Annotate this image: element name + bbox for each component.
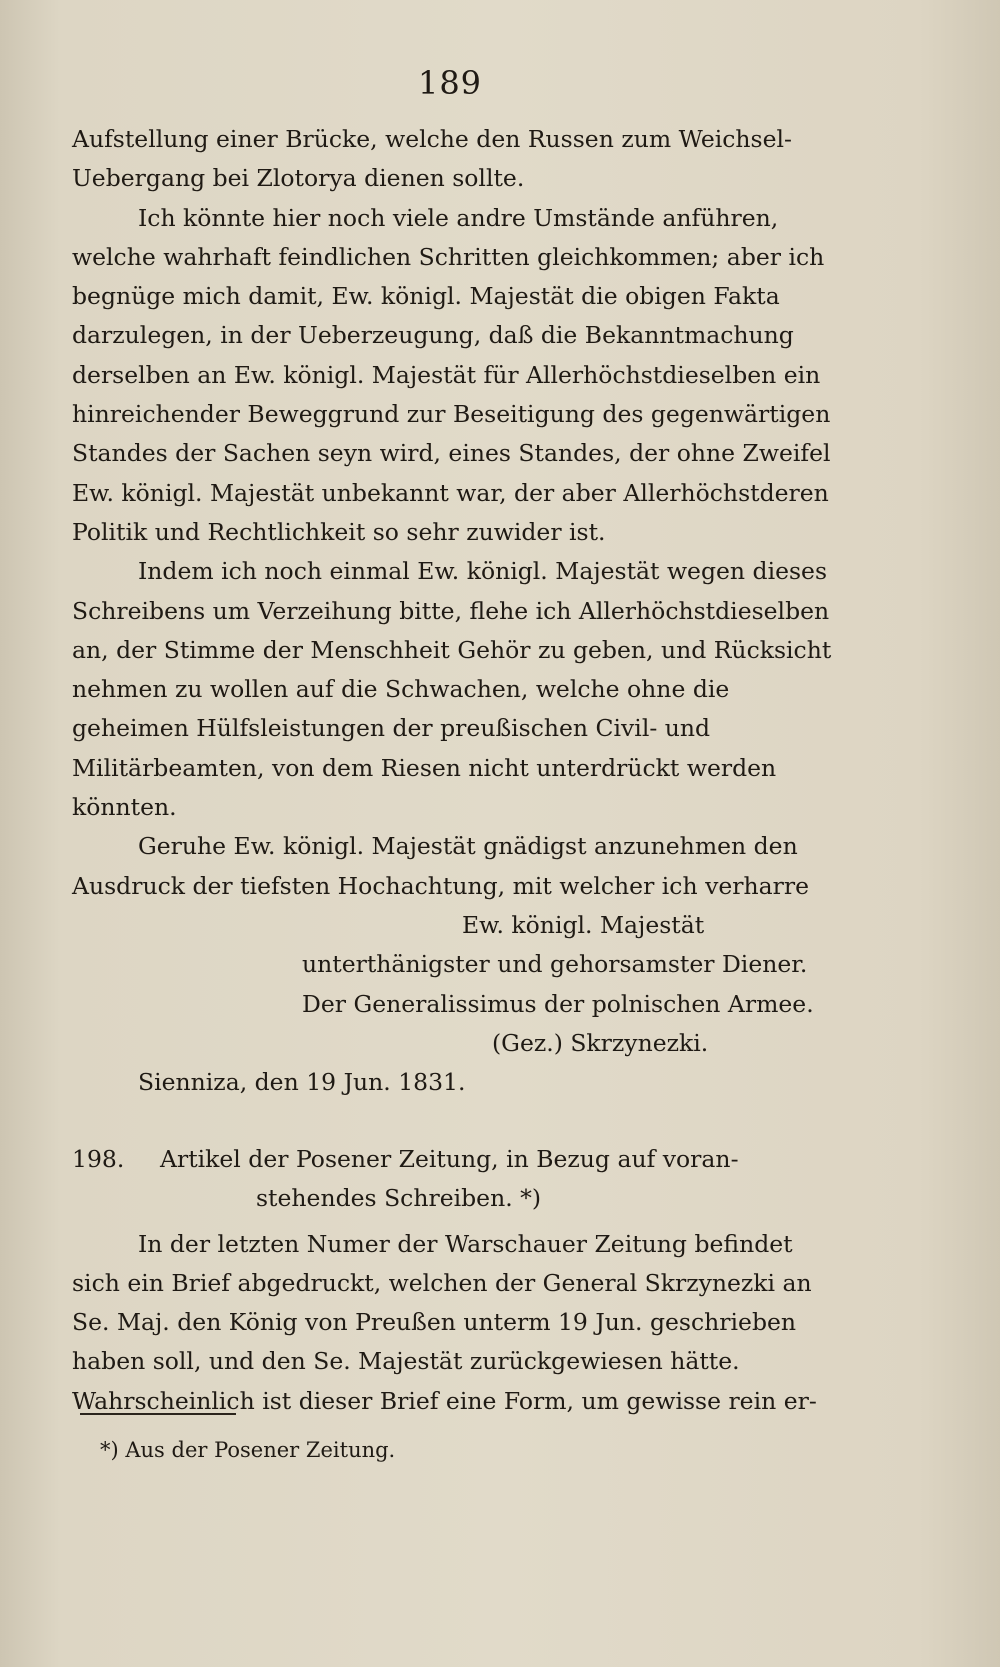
signature-salutation: Ew. königl. Majestät: [462, 910, 705, 939]
article-title-line-1: Artikel der Posener Zeitung, in Bezug auf voran-: [160, 1145, 739, 1173]
paragraph-continuation: Aufstellung einer Brücke, welche den Russen zum Weichsel-Uebergang bei Zlotorya dienen sollte.: [72, 125, 792, 193]
letter-body: [72, 120, 842, 1102]
signature-servant: unterthänigster und gehorsamster Diener.: [302, 950, 808, 979]
article-198: [72, 1140, 842, 1445]
paragraph-plea: Indem ich noch einmal Ew. königl. Majestät wegen dieses Schreibens um Verzeihung bitte, flehe ich Allerhöchstdieselben an, der Stimme der Menschheit Gehör zu geben, und Rücksicht nehmen zu wollen auf die Schwachen, welche ohne die geheimen Hülfsleistungen der preußischen Civil- und Militärbeamten, von dem Riesen nicht unterdrückt werden könnten.: [72, 557, 832, 822]
signature-name: (Gez.) Skrzynezki.: [492, 1028, 709, 1057]
signature-block: [72, 906, 842, 1063]
place-date: Sienniza, den 19 Jun. 1831.: [138, 1068, 466, 1097]
signature-title: Der Generalissimus der polnischen Armee.: [302, 989, 814, 1018]
footnote: *) Aus der Posener Zeitung.: [100, 1438, 396, 1462]
article-title-line-2: stehendes Schreiben. *): [256, 1184, 542, 1213]
article-title: [160, 1140, 842, 1219]
article-heading: [72, 1140, 842, 1219]
article-body: In der letzten Numer der Warschauer Zeitung befindet sich ein Brief abgedruckt, welchen der General Skrzynezki an Se. Maj. den König von Preußen unterm 19 Jun. geschrieben haben soll, und den Se. Majestät zurückgewiesen hätte. Wahrscheinlich ist dieser Brief eine Form, um gewisse rein er-: [72, 1229, 817, 1415]
footnote-rule: [80, 1413, 236, 1415]
page-number: 189: [417, 64, 483, 102]
article-number: 198.: [72, 1145, 125, 1173]
paragraph-closing: Geruhe Ew. königl. Majestät gnädigst anzunehmen den Ausdruck der tiefsten Hochachtung, mit welcher ich verharre: [72, 832, 810, 900]
paragraph-circumstances: Ich könnte hier noch viele andre Umstände anführen, welche wahrhaft feindlichen Schritten gleichkommen; aber ich begnüge mich damit, Ew. königl. Majestät die obigen Fakta darzulegen, in der Ueberzeugung, daß die Bekanntmachung derselben an Ew. königl. Majestät für Allerhöchstdieselben ein hinreichender Beweggrund zur Beseitigung des gegenwärtigen Standes der Sachen seyn wird, eines Standes, der ohne Zweifel Ew. königl. Majestät unbekannt war, der aber Allerhöchstderen Politik und Rechtlichkeit so sehr zuwider ist.: [72, 203, 831, 546]
